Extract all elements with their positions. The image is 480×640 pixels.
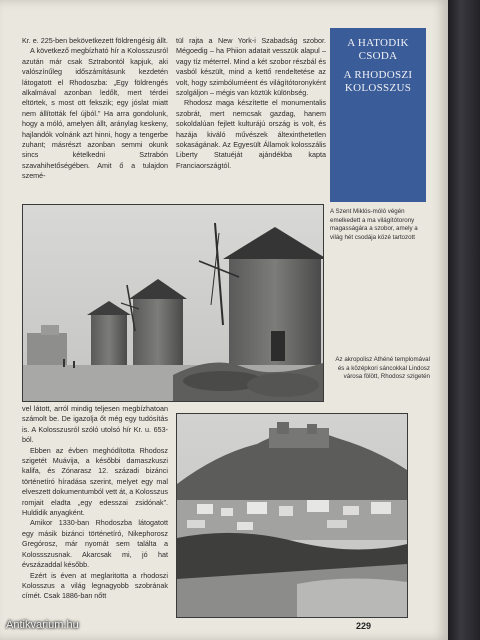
caption-lindos: Az akropolisz Athéné templomával és a középkori sáncokkal Lindosz városa fölött, Rhodosz szigetén: [335, 356, 430, 381]
lindos-acropolis-photo: [176, 413, 408, 618]
page-number: 229: [356, 621, 372, 631]
chapter-subtitle-line: A RHODOSZI: [343, 69, 413, 81]
watermark: Antikvarium.hu: [6, 619, 79, 631]
chapter-subtitle-line: KOLOSSZUS: [344, 82, 412, 94]
paragraph: tül rajta a New York-i Szabadság szobor. Mégoedig – ha Phiion adatait vesszük alapul – vagy tíz méterrel. Mind a két szobor részbál és vasból készült, mind a kettő rendeltetése az volt, hogy szimbóluméent és világítótoronyként szolgáljon – mégis van köztük különbség.: [176, 36, 326, 98]
paragraph: Ebben az évben meghódította Rhodosz szigetét Muávija, a későbbi damaszkuszi kalifa, és Zónarasz 12. századi bizánci történetíró híradása szerint, melyet egy mal elveszett dokumentumból vett át, a Kolosszus romjait eladta „egy edesszai zsidónak”. Huldidik anyagként.: [22, 445, 168, 518]
book-spine-edge: [448, 0, 480, 640]
lindos-illustration: [177, 414, 407, 617]
paragraph: A következő megbízható hír a Kolosszusról azután már csak Sztrabontól kapjuk, aki valószínűleg időszámításunk kezdetén látogatott el Rhodoszba: „Egy földrengés alkalmával azonban ledőlt, mert térdei eltörtek, s most ott fekszik; egy jóslat miatt nem állították fel újból.” Ha arra gondolunk, hogy a móló, amelyen állt, aránylag keskeny, hajlandók volnánk azt hinni, hogy a tengerbe zuhant; másrészt azonban semmi okunk sincs kételkedni Sztrabón szavahihetőségében. Amit ő a tulajdon szemé-: [22, 46, 168, 181]
paragraph: vel látott, arról mindig teljesen megbízhatoan számolt be. De igazolja őt még egy tudósítás is. A Kolosszusról szóló utolsó hír Kr. u. 653-ból.: [22, 404, 168, 445]
paragraph: Ezért is éven at meglaritotta a rhodoszi Kolosszus a világ legnagyobb szobrának címét. Csak 1886-ban nőtt: [22, 570, 168, 601]
chapter-title-line: A HATODIK: [347, 37, 409, 49]
text-column-lower-left: [22, 404, 168, 602]
windmills-photo: [22, 204, 324, 402]
paragraph: Amikor 1330-ban Rhodoszba látogatott egy másik bizánci történetíró, Nikephorosz Gregórosz, már nyomát sem találta a Kolossszusnak. Akarcsak mi, jó hat évszázaddal később.: [22, 518, 168, 570]
windmills-illustration: [23, 205, 323, 401]
chapter-header-box: [330, 28, 426, 202]
paragraph: Kr. e. 225-ben bekövetkezett földrengésig állt.: [22, 36, 168, 45]
chapter-title-line: CSODA: [358, 50, 398, 62]
paragraph: Rhodosz maga készítette el monumentalis szobrát, mert nemcsak gazdag, hanem sokoldalúan fejlett kulturájú ország is volt, és hazája kiváló művészek áltexinthetetlen sokaságának. Az Egyesült Államok kolosszális Liberty Statuéját ajándékba kapta Franciaországtól.: [176, 98, 326, 170]
text-column-middle: [176, 36, 326, 171]
caption-windmills: A Szent Miklós-móló végén emelkedett a ma világítótorony magasságára a szobor, amely a világ hét csodája közé tartozott: [330, 208, 418, 241]
text-column-left: [22, 36, 168, 182]
